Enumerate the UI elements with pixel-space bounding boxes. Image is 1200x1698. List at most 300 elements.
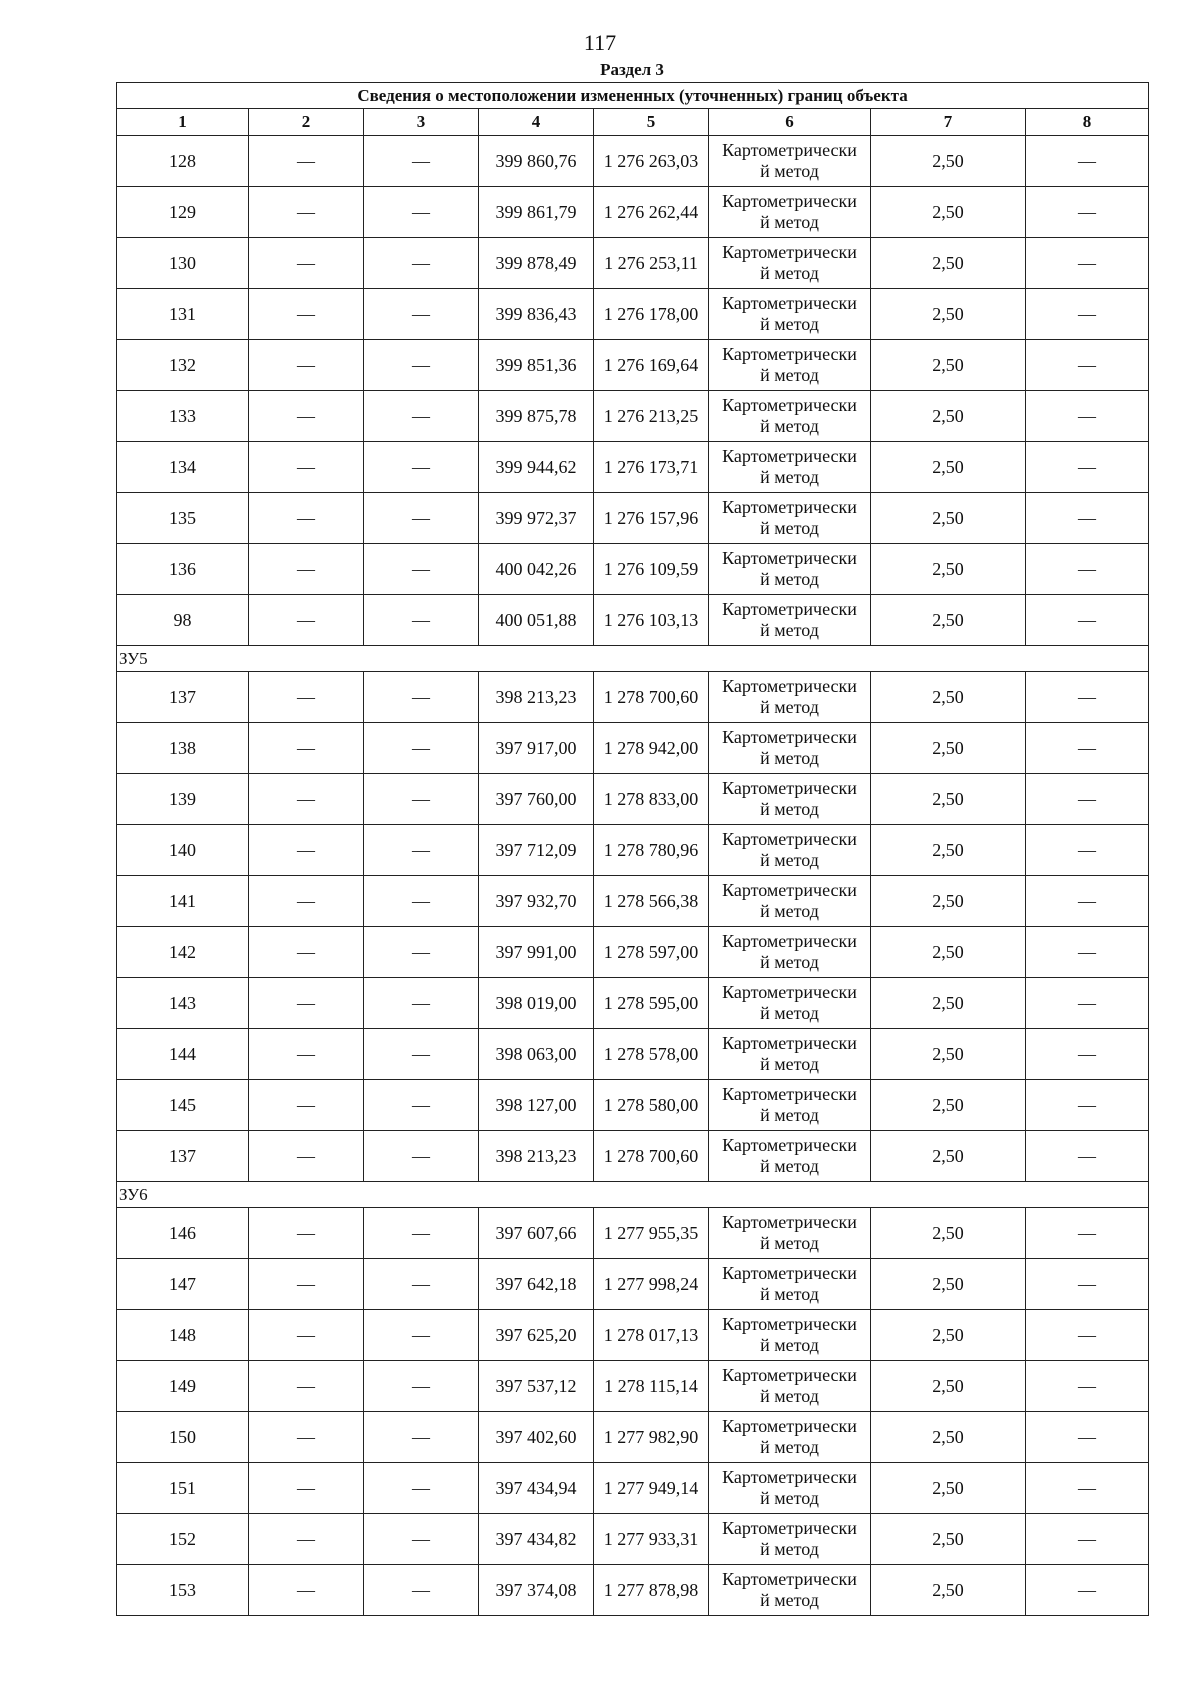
x-coordinate-cell: 399 875,78 xyxy=(479,391,594,442)
method-cell xyxy=(709,1361,871,1412)
table-row xyxy=(117,1208,1149,1259)
x-coordinate-cell: 397 402,60 xyxy=(479,1412,594,1463)
description-cell: — xyxy=(1026,340,1149,391)
method-text-line: Картометрически xyxy=(722,191,857,211)
point-number-cell: 133 xyxy=(117,391,249,442)
point-number-cell: 132 xyxy=(117,340,249,391)
method-text-line: Картометрически xyxy=(722,727,857,747)
method-text-line: Картометрически xyxy=(722,982,857,1002)
method-text-line: й метод xyxy=(760,518,819,538)
table-row xyxy=(117,825,1149,876)
old-y-cell: — xyxy=(364,1029,479,1080)
table-row xyxy=(117,1361,1149,1412)
old-x-cell: — xyxy=(249,978,364,1029)
method-cell xyxy=(709,1463,871,1514)
x-coordinate-cell: 397 712,09 xyxy=(479,825,594,876)
description-cell: — xyxy=(1026,289,1149,340)
description-cell: — xyxy=(1026,876,1149,927)
method-text-line: й метод xyxy=(760,569,819,589)
old-x-cell: — xyxy=(249,1514,364,1565)
point-number-cell: 98 xyxy=(117,595,249,646)
x-coordinate-cell: 397 917,00 xyxy=(479,723,594,774)
accuracy-cell: 2,50 xyxy=(871,289,1026,340)
method-cell xyxy=(709,1029,871,1080)
point-number-cell: 151 xyxy=(117,1463,249,1514)
point-number-cell: 134 xyxy=(117,442,249,493)
method-cell xyxy=(709,1412,871,1463)
description-cell: — xyxy=(1026,1029,1149,1080)
method-text-line: й метод xyxy=(760,799,819,819)
y-coordinate-cell: 1 276 173,71 xyxy=(594,442,709,493)
table-row xyxy=(117,187,1149,238)
x-coordinate-cell: 400 051,88 xyxy=(479,595,594,646)
point-number-cell: 141 xyxy=(117,876,249,927)
page-number: 117 xyxy=(583,30,617,55)
point-number-cell: 153 xyxy=(117,1565,249,1616)
old-x-cell: — xyxy=(249,187,364,238)
column-number: 8 xyxy=(1026,109,1149,136)
method-cell xyxy=(709,238,871,289)
method-text-line: Картометрически xyxy=(722,676,857,696)
accuracy-cell: 2,50 xyxy=(871,1131,1026,1182)
x-coordinate-cell: 397 434,94 xyxy=(479,1463,594,1514)
old-x-cell: — xyxy=(249,723,364,774)
method-text-line: Картометрически xyxy=(722,1263,857,1283)
method-text-line: й метод xyxy=(760,748,819,768)
accuracy-cell: 2,50 xyxy=(871,442,1026,493)
method-text-line: Картометрически xyxy=(722,829,857,849)
method-text-line: й метод xyxy=(760,365,819,385)
method-text-line: й метод xyxy=(760,212,819,232)
method-text-line: й метод xyxy=(760,1054,819,1074)
x-coordinate-cell: 400 042,26 xyxy=(479,544,594,595)
method-text-line: й метод xyxy=(760,1539,819,1559)
method-text-line: й метод xyxy=(760,697,819,717)
table-body xyxy=(117,83,1149,1616)
method-cell xyxy=(709,544,871,595)
y-coordinate-cell: 1 278 700,60 xyxy=(594,672,709,723)
table-row xyxy=(117,1565,1149,1616)
x-coordinate-cell: 399 836,43 xyxy=(479,289,594,340)
table-row xyxy=(117,442,1149,493)
method-text-line: й метод xyxy=(760,1156,819,1176)
old-x-cell: — xyxy=(249,672,364,723)
method-text-line: Картометрически xyxy=(722,1033,857,1053)
accuracy-cell: 2,50 xyxy=(871,723,1026,774)
point-number-cell: 147 xyxy=(117,1259,249,1310)
point-number-cell: 128 xyxy=(117,136,249,187)
accuracy-cell: 2,50 xyxy=(871,1259,1026,1310)
old-y-cell: — xyxy=(364,1310,479,1361)
old-y-cell: — xyxy=(364,927,479,978)
point-number-cell: 152 xyxy=(117,1514,249,1565)
y-coordinate-cell: 1 276 213,25 xyxy=(594,391,709,442)
old-x-cell: — xyxy=(249,544,364,595)
old-x-cell: — xyxy=(249,825,364,876)
point-number-cell: 130 xyxy=(117,238,249,289)
old-x-cell: — xyxy=(249,876,364,927)
old-x-cell: — xyxy=(249,1080,364,1131)
accuracy-cell: 2,50 xyxy=(871,595,1026,646)
y-coordinate-cell: 1 277 949,14 xyxy=(594,1463,709,1514)
method-cell xyxy=(709,493,871,544)
x-coordinate-cell: 399 861,79 xyxy=(479,187,594,238)
old-x-cell: — xyxy=(249,391,364,442)
method-cell xyxy=(709,723,871,774)
y-coordinate-cell: 1 276 109,59 xyxy=(594,544,709,595)
description-cell: — xyxy=(1026,493,1149,544)
method-cell xyxy=(709,1565,871,1616)
y-coordinate-cell: 1 276 262,44 xyxy=(594,187,709,238)
x-coordinate-cell: 397 537,12 xyxy=(479,1361,594,1412)
old-y-cell: — xyxy=(364,391,479,442)
method-cell xyxy=(709,876,871,927)
method-cell xyxy=(709,442,871,493)
old-x-cell: — xyxy=(249,1131,364,1182)
description-cell: — xyxy=(1026,774,1149,825)
x-coordinate-cell: 398 213,23 xyxy=(479,1131,594,1182)
description-cell: — xyxy=(1026,672,1149,723)
method-text-line: й метод xyxy=(760,1590,819,1610)
table-row xyxy=(117,544,1149,595)
old-y-cell: — xyxy=(364,672,479,723)
column-number: 2 xyxy=(249,109,364,136)
method-text-line: Картометрически xyxy=(722,1212,857,1232)
point-number-cell: 148 xyxy=(117,1310,249,1361)
point-number-cell: 129 xyxy=(117,187,249,238)
old-x-cell: — xyxy=(249,1463,364,1514)
table-row xyxy=(117,1131,1149,1182)
method-cell xyxy=(709,136,871,187)
method-text-line: Картометрически xyxy=(722,548,857,568)
y-coordinate-cell: 1 276 263,03 xyxy=(594,136,709,187)
y-coordinate-cell: 1 278 780,96 xyxy=(594,825,709,876)
method-text-line: й метод xyxy=(760,1233,819,1253)
accuracy-cell: 2,50 xyxy=(871,1514,1026,1565)
method-text-line: й метод xyxy=(760,263,819,283)
table-row xyxy=(117,1463,1149,1514)
column-number: 5 xyxy=(594,109,709,136)
y-coordinate-cell: 1 278 595,00 xyxy=(594,978,709,1029)
description-cell: — xyxy=(1026,1514,1149,1565)
method-text-line: й метод xyxy=(760,416,819,436)
accuracy-cell: 2,50 xyxy=(871,1310,1026,1361)
table-title-row xyxy=(117,83,1149,109)
accuracy-cell: 2,50 xyxy=(871,825,1026,876)
accuracy-cell: 2,50 xyxy=(871,927,1026,978)
old-y-cell: — xyxy=(364,825,479,876)
description-cell: — xyxy=(1026,1565,1149,1616)
x-coordinate-cell: 399 972,37 xyxy=(479,493,594,544)
method-text-line: Картометрически xyxy=(722,497,857,517)
x-coordinate-cell: 397 760,00 xyxy=(479,774,594,825)
method-text-line: й метод xyxy=(760,1335,819,1355)
method-text-line: Картометрически xyxy=(722,1365,857,1385)
description-cell: — xyxy=(1026,927,1149,978)
description-cell: — xyxy=(1026,1310,1149,1361)
y-coordinate-cell: 1 276 157,96 xyxy=(594,493,709,544)
method-text-line: Картометрически xyxy=(722,599,857,619)
old-y-cell: — xyxy=(364,136,479,187)
method-cell xyxy=(709,1131,871,1182)
method-text-line: Картометрически xyxy=(722,395,857,415)
y-coordinate-cell: 1 278 833,00 xyxy=(594,774,709,825)
old-y-cell: — xyxy=(364,493,479,544)
table-row xyxy=(117,391,1149,442)
old-y-cell: — xyxy=(364,774,479,825)
point-number-cell: 138 xyxy=(117,723,249,774)
column-number: 1 xyxy=(117,109,249,136)
column-number: 6 xyxy=(709,109,871,136)
method-text-line: й метод xyxy=(760,1284,819,1304)
old-y-cell: — xyxy=(364,340,479,391)
x-coordinate-cell: 397 374,08 xyxy=(479,1565,594,1616)
table-title: Сведения о местоположении измененных (уточненных) границ объекта xyxy=(117,83,1149,109)
x-coordinate-cell: 397 932,70 xyxy=(479,876,594,927)
point-number-cell: 137 xyxy=(117,672,249,723)
x-coordinate-cell: 398 213,23 xyxy=(479,672,594,723)
old-x-cell: — xyxy=(249,442,364,493)
description-cell: — xyxy=(1026,1259,1149,1310)
column-number: 7 xyxy=(871,109,1026,136)
method-cell xyxy=(709,1080,871,1131)
accuracy-cell: 2,50 xyxy=(871,672,1026,723)
table-row xyxy=(117,1412,1149,1463)
old-y-cell: — xyxy=(364,1514,479,1565)
method-cell xyxy=(709,1259,871,1310)
method-cell xyxy=(709,1310,871,1361)
point-number-cell: 142 xyxy=(117,927,249,978)
table-row xyxy=(117,774,1149,825)
x-coordinate-cell: 398 127,00 xyxy=(479,1080,594,1131)
method-cell xyxy=(709,774,871,825)
method-cell xyxy=(709,978,871,1029)
method-text-line: й метод xyxy=(760,901,819,921)
accuracy-cell: 2,50 xyxy=(871,340,1026,391)
group-label: ЗУ6 xyxy=(117,1182,1149,1208)
accuracy-cell: 2,50 xyxy=(871,187,1026,238)
accuracy-cell: 2,50 xyxy=(871,1412,1026,1463)
old-y-cell: — xyxy=(364,595,479,646)
point-number-cell: 139 xyxy=(117,774,249,825)
description-cell: — xyxy=(1026,1412,1149,1463)
y-coordinate-cell: 1 278 597,00 xyxy=(594,927,709,978)
method-text-line: Картометрически xyxy=(722,1569,857,1589)
old-x-cell: — xyxy=(249,1565,364,1616)
point-number-cell: 137 xyxy=(117,1131,249,1182)
x-coordinate-cell: 399 860,76 xyxy=(479,136,594,187)
y-coordinate-cell: 1 278 566,38 xyxy=(594,876,709,927)
description-cell: — xyxy=(1026,442,1149,493)
point-number-cell: 136 xyxy=(117,544,249,595)
accuracy-cell: 2,50 xyxy=(871,1080,1026,1131)
old-x-cell: — xyxy=(249,1361,364,1412)
table-row xyxy=(117,672,1149,723)
table-row xyxy=(117,1310,1149,1361)
group-label: ЗУ5 xyxy=(117,646,1149,672)
table-row xyxy=(117,876,1149,927)
y-coordinate-cell: 1 277 955,35 xyxy=(594,1208,709,1259)
accuracy-cell: 2,50 xyxy=(871,1208,1026,1259)
point-number-cell: 143 xyxy=(117,978,249,1029)
x-coordinate-cell: 397 607,66 xyxy=(479,1208,594,1259)
table-row xyxy=(117,238,1149,289)
method-text-line: Картометрически xyxy=(722,778,857,798)
old-y-cell: — xyxy=(364,238,479,289)
old-y-cell: — xyxy=(364,1131,479,1182)
method-cell xyxy=(709,1208,871,1259)
description-cell: — xyxy=(1026,391,1149,442)
table-row xyxy=(117,595,1149,646)
x-coordinate-cell: 397 991,00 xyxy=(479,927,594,978)
method-cell xyxy=(709,595,871,646)
old-x-cell: — xyxy=(249,595,364,646)
y-coordinate-cell: 1 278 578,00 xyxy=(594,1029,709,1080)
description-cell: — xyxy=(1026,544,1149,595)
y-coordinate-cell: 1 277 878,98 xyxy=(594,1565,709,1616)
table-row xyxy=(117,1514,1149,1565)
column-number: 3 xyxy=(364,109,479,136)
column-number: 4 xyxy=(479,109,594,136)
table-row xyxy=(117,1080,1149,1131)
method-text-line: й метод xyxy=(760,1003,819,1023)
accuracy-cell: 2,50 xyxy=(871,136,1026,187)
method-text-line: й метод xyxy=(760,1105,819,1125)
x-coordinate-cell: 399 851,36 xyxy=(479,340,594,391)
old-y-cell: — xyxy=(364,544,479,595)
old-x-cell: — xyxy=(249,1259,364,1310)
y-coordinate-cell: 1 277 998,24 xyxy=(594,1259,709,1310)
method-text-line: Картометрически xyxy=(722,1314,857,1334)
accuracy-cell: 2,50 xyxy=(871,876,1026,927)
old-y-cell: — xyxy=(364,1208,479,1259)
method-cell xyxy=(709,289,871,340)
old-x-cell: — xyxy=(249,1208,364,1259)
old-y-cell: — xyxy=(364,1259,479,1310)
point-number-cell: 135 xyxy=(117,493,249,544)
old-y-cell: — xyxy=(364,1565,479,1616)
old-y-cell: — xyxy=(364,289,479,340)
old-y-cell: — xyxy=(364,1361,479,1412)
accuracy-cell: 2,50 xyxy=(871,493,1026,544)
method-text-line: Картометрически xyxy=(722,1084,857,1104)
description-cell: — xyxy=(1026,595,1149,646)
method-text-line: й метод xyxy=(760,161,819,181)
method-cell xyxy=(709,825,871,876)
point-number-cell: 146 xyxy=(117,1208,249,1259)
point-number-cell: 131 xyxy=(117,289,249,340)
method-text-line: й метод xyxy=(760,467,819,487)
method-text-line: Картометрически xyxy=(722,140,857,160)
description-cell: — xyxy=(1026,1463,1149,1514)
description-cell: — xyxy=(1026,1361,1149,1412)
y-coordinate-cell: 1 278 942,00 xyxy=(594,723,709,774)
table-row xyxy=(117,978,1149,1029)
description-cell: — xyxy=(1026,723,1149,774)
accuracy-cell: 2,50 xyxy=(871,978,1026,1029)
boundary-table xyxy=(116,82,1149,1616)
accuracy-cell: 2,50 xyxy=(871,1565,1026,1616)
table-row xyxy=(117,340,1149,391)
method-cell xyxy=(709,672,871,723)
method-cell xyxy=(709,391,871,442)
table-row xyxy=(117,1029,1149,1080)
method-text-line: Картометрически xyxy=(722,293,857,313)
accuracy-cell: 2,50 xyxy=(871,774,1026,825)
group-row xyxy=(117,1182,1149,1208)
table-row xyxy=(117,136,1149,187)
method-text-line: Картометрически xyxy=(722,1416,857,1436)
y-coordinate-cell: 1 277 933,31 xyxy=(594,1514,709,1565)
old-y-cell: — xyxy=(364,876,479,927)
point-number-cell: 144 xyxy=(117,1029,249,1080)
old-y-cell: — xyxy=(364,723,479,774)
y-coordinate-cell: 1 276 178,00 xyxy=(594,289,709,340)
method-text-line: Картометрически xyxy=(722,880,857,900)
old-y-cell: — xyxy=(364,978,479,1029)
method-text-line: й метод xyxy=(760,1488,819,1508)
accuracy-cell: 2,50 xyxy=(871,1029,1026,1080)
table-row xyxy=(117,927,1149,978)
group-row xyxy=(117,646,1149,672)
table-row xyxy=(117,723,1149,774)
method-cell xyxy=(709,340,871,391)
old-x-cell: — xyxy=(249,289,364,340)
y-coordinate-cell: 1 276 169,64 xyxy=(594,340,709,391)
table-row xyxy=(117,289,1149,340)
method-text-line: Картометрически xyxy=(722,446,857,466)
description-cell: — xyxy=(1026,825,1149,876)
method-text-line: й метод xyxy=(760,1437,819,1457)
y-coordinate-cell: 1 278 115,14 xyxy=(594,1361,709,1412)
accuracy-cell: 2,50 xyxy=(871,391,1026,442)
old-x-cell: — xyxy=(249,238,364,289)
accuracy-cell: 2,50 xyxy=(871,238,1026,289)
method-cell xyxy=(709,187,871,238)
description-cell: — xyxy=(1026,187,1149,238)
method-text-line: й метод xyxy=(760,620,819,640)
method-text-line: й метод xyxy=(760,850,819,870)
accuracy-cell: 2,50 xyxy=(871,1361,1026,1412)
x-coordinate-cell: 397 434,82 xyxy=(479,1514,594,1565)
method-cell xyxy=(709,927,871,978)
point-number-cell: 145 xyxy=(117,1080,249,1131)
accuracy-cell: 2,50 xyxy=(871,544,1026,595)
old-x-cell: — xyxy=(249,1310,364,1361)
x-coordinate-cell: 399 944,62 xyxy=(479,442,594,493)
y-coordinate-cell: 1 276 253,11 xyxy=(594,238,709,289)
point-number-cell: 150 xyxy=(117,1412,249,1463)
column-number-row xyxy=(117,109,1149,136)
method-cell xyxy=(709,1514,871,1565)
description-cell: — xyxy=(1026,238,1149,289)
method-text-line: й метод xyxy=(760,952,819,972)
x-coordinate-cell: 398 019,00 xyxy=(479,978,594,1029)
point-number-cell: 140 xyxy=(117,825,249,876)
y-coordinate-cell: 1 278 700,60 xyxy=(594,1131,709,1182)
table-row xyxy=(117,493,1149,544)
method-text-line: й метод xyxy=(760,314,819,334)
x-coordinate-cell: 397 625,20 xyxy=(479,1310,594,1361)
y-coordinate-cell: 1 277 982,90 xyxy=(594,1412,709,1463)
description-cell: — xyxy=(1026,1131,1149,1182)
table-row xyxy=(117,1259,1149,1310)
description-cell: — xyxy=(1026,1080,1149,1131)
old-x-cell: — xyxy=(249,927,364,978)
x-coordinate-cell: 398 063,00 xyxy=(479,1029,594,1080)
description-cell: — xyxy=(1026,136,1149,187)
section-title: Раздел 3 xyxy=(600,60,664,79)
